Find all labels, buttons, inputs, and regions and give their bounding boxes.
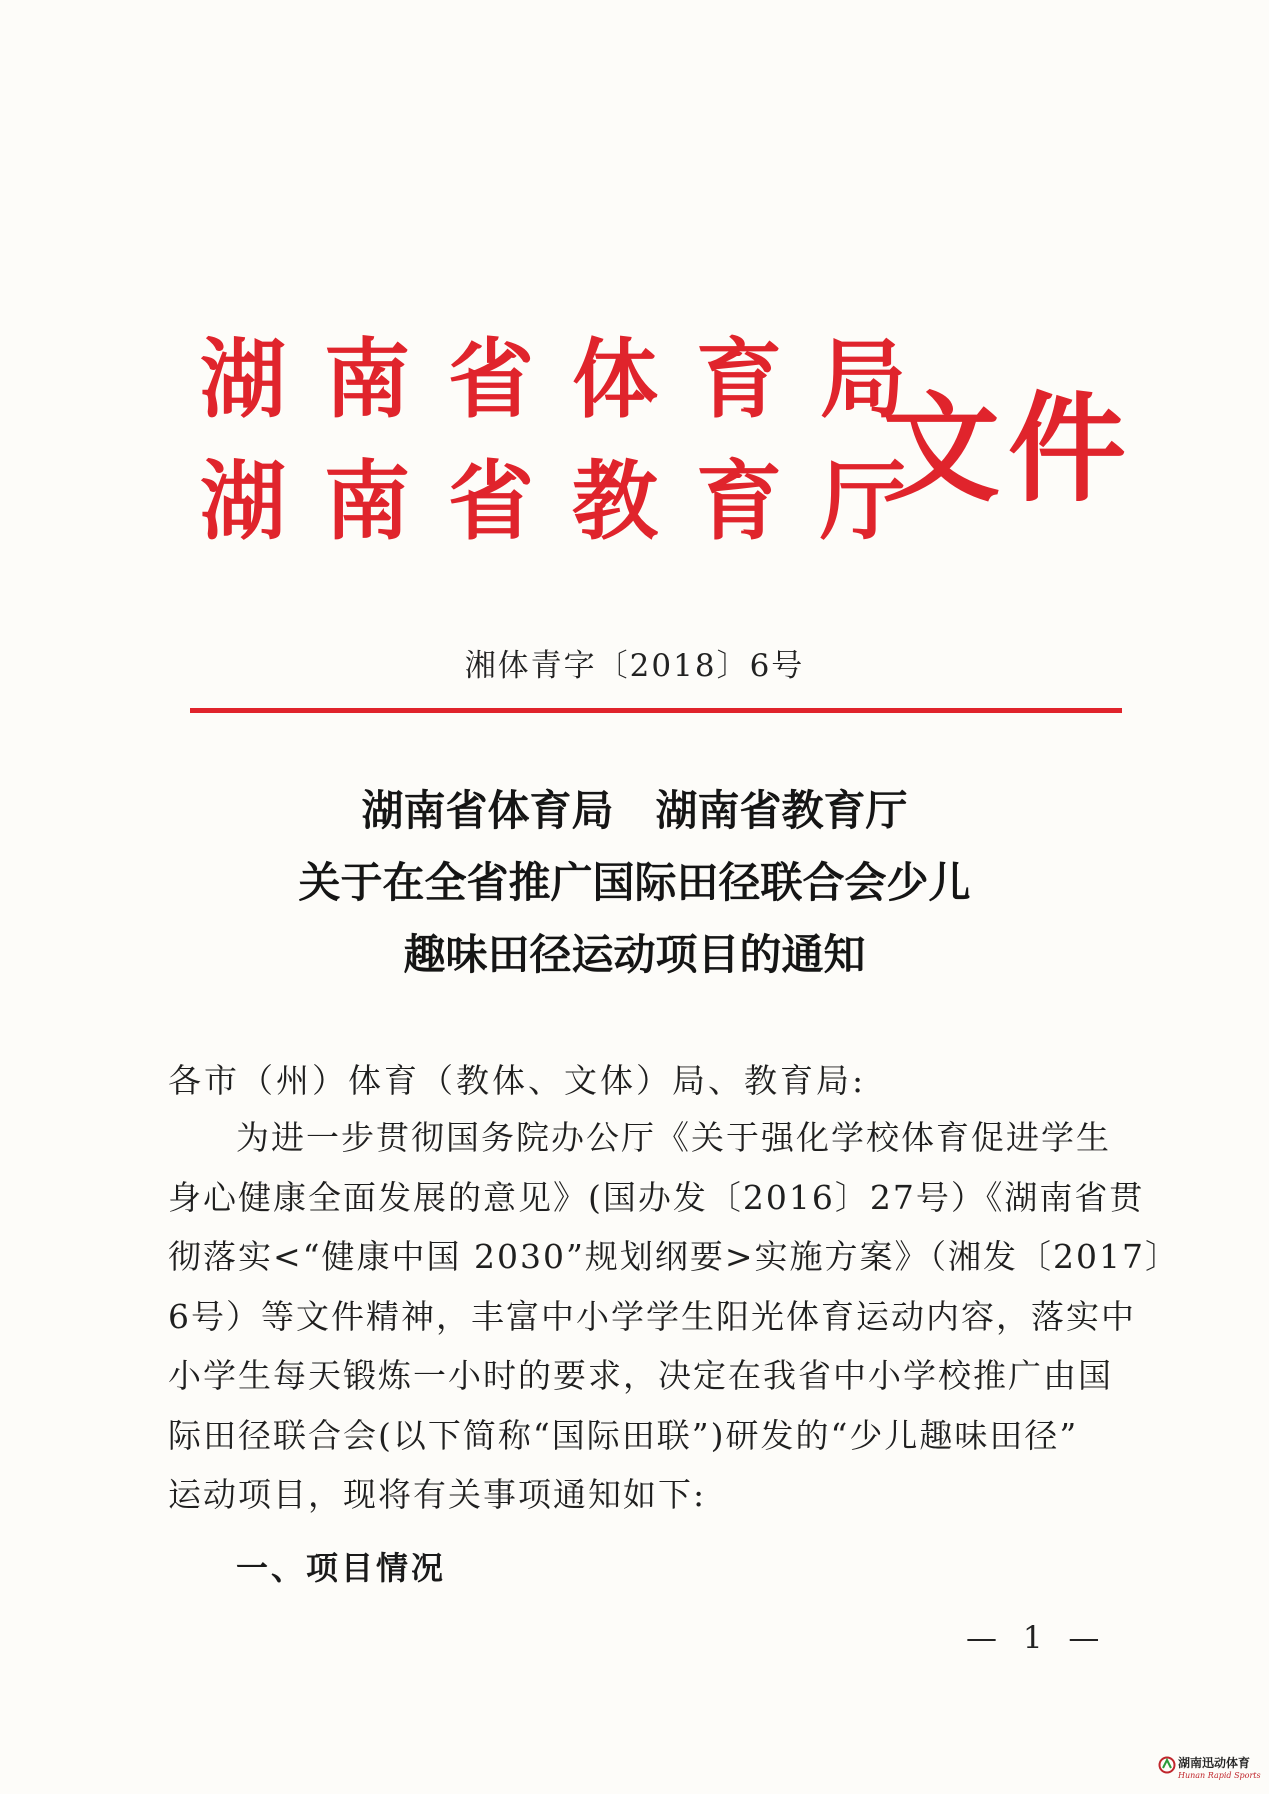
watermark-name-cn: 湖南迅动体育 [1178, 1756, 1251, 1770]
issuer-education-department: 湖南省教育厅 [200, 452, 944, 552]
issuer-sports-bureau: 湖南省体育局 [200, 330, 944, 430]
body-line: 彻落实<“健康中国 2030”规划纲要>实施方案》（湘发〔2017〕 [168, 1237, 1180, 1276]
body-line: 小学生每天锻炼一小时的要求，决定在我省中小学校推广由国 [168, 1356, 1113, 1395]
page-number: — 1 — [966, 1620, 1108, 1656]
watermark-name-en: Hunan Rapid Sports [1178, 1771, 1261, 1780]
red-divider-line [190, 708, 1122, 713]
title-line-3: 趣味田径运动项目的通知 [403, 930, 866, 979]
document-number: 湘体青字〔2018〕6号 [464, 648, 805, 684]
title-line-2: 关于在全省推广国际田径联合会少儿 [298, 858, 971, 907]
title-line-1: 湖南省体育局 湖南省教育厅 [361, 786, 908, 835]
section-heading: 一、项目情况 [236, 1549, 447, 1587]
issuer-header [200, 325, 1135, 565]
body-line: 6号）等文件精神，丰富中小学学生阳光体育运动内容，落实中 [168, 1297, 1136, 1336]
salutation: 各市（州）体育（教体、文体）局、教育局: [168, 1061, 867, 1100]
body-line: 身心健康全面发展的意见》(国办发〔2016〕27号）《湖南省贯 [168, 1178, 1145, 1217]
body-line: 际田径联合会(以下简称“国际田联”)研发的“少儿趣味田径” [168, 1416, 1079, 1455]
watermark [1158, 1752, 1266, 1790]
body-line: 运动项目，现将有关事项通知如下: [168, 1475, 707, 1514]
body-line: 为进一步贯彻国务院办公厅《关于强化学校体育促进学生 [236, 1118, 1111, 1157]
brand-logo-icon [1158, 1756, 1176, 1774]
issuer-document-suffix: 文件 [882, 380, 1135, 518]
